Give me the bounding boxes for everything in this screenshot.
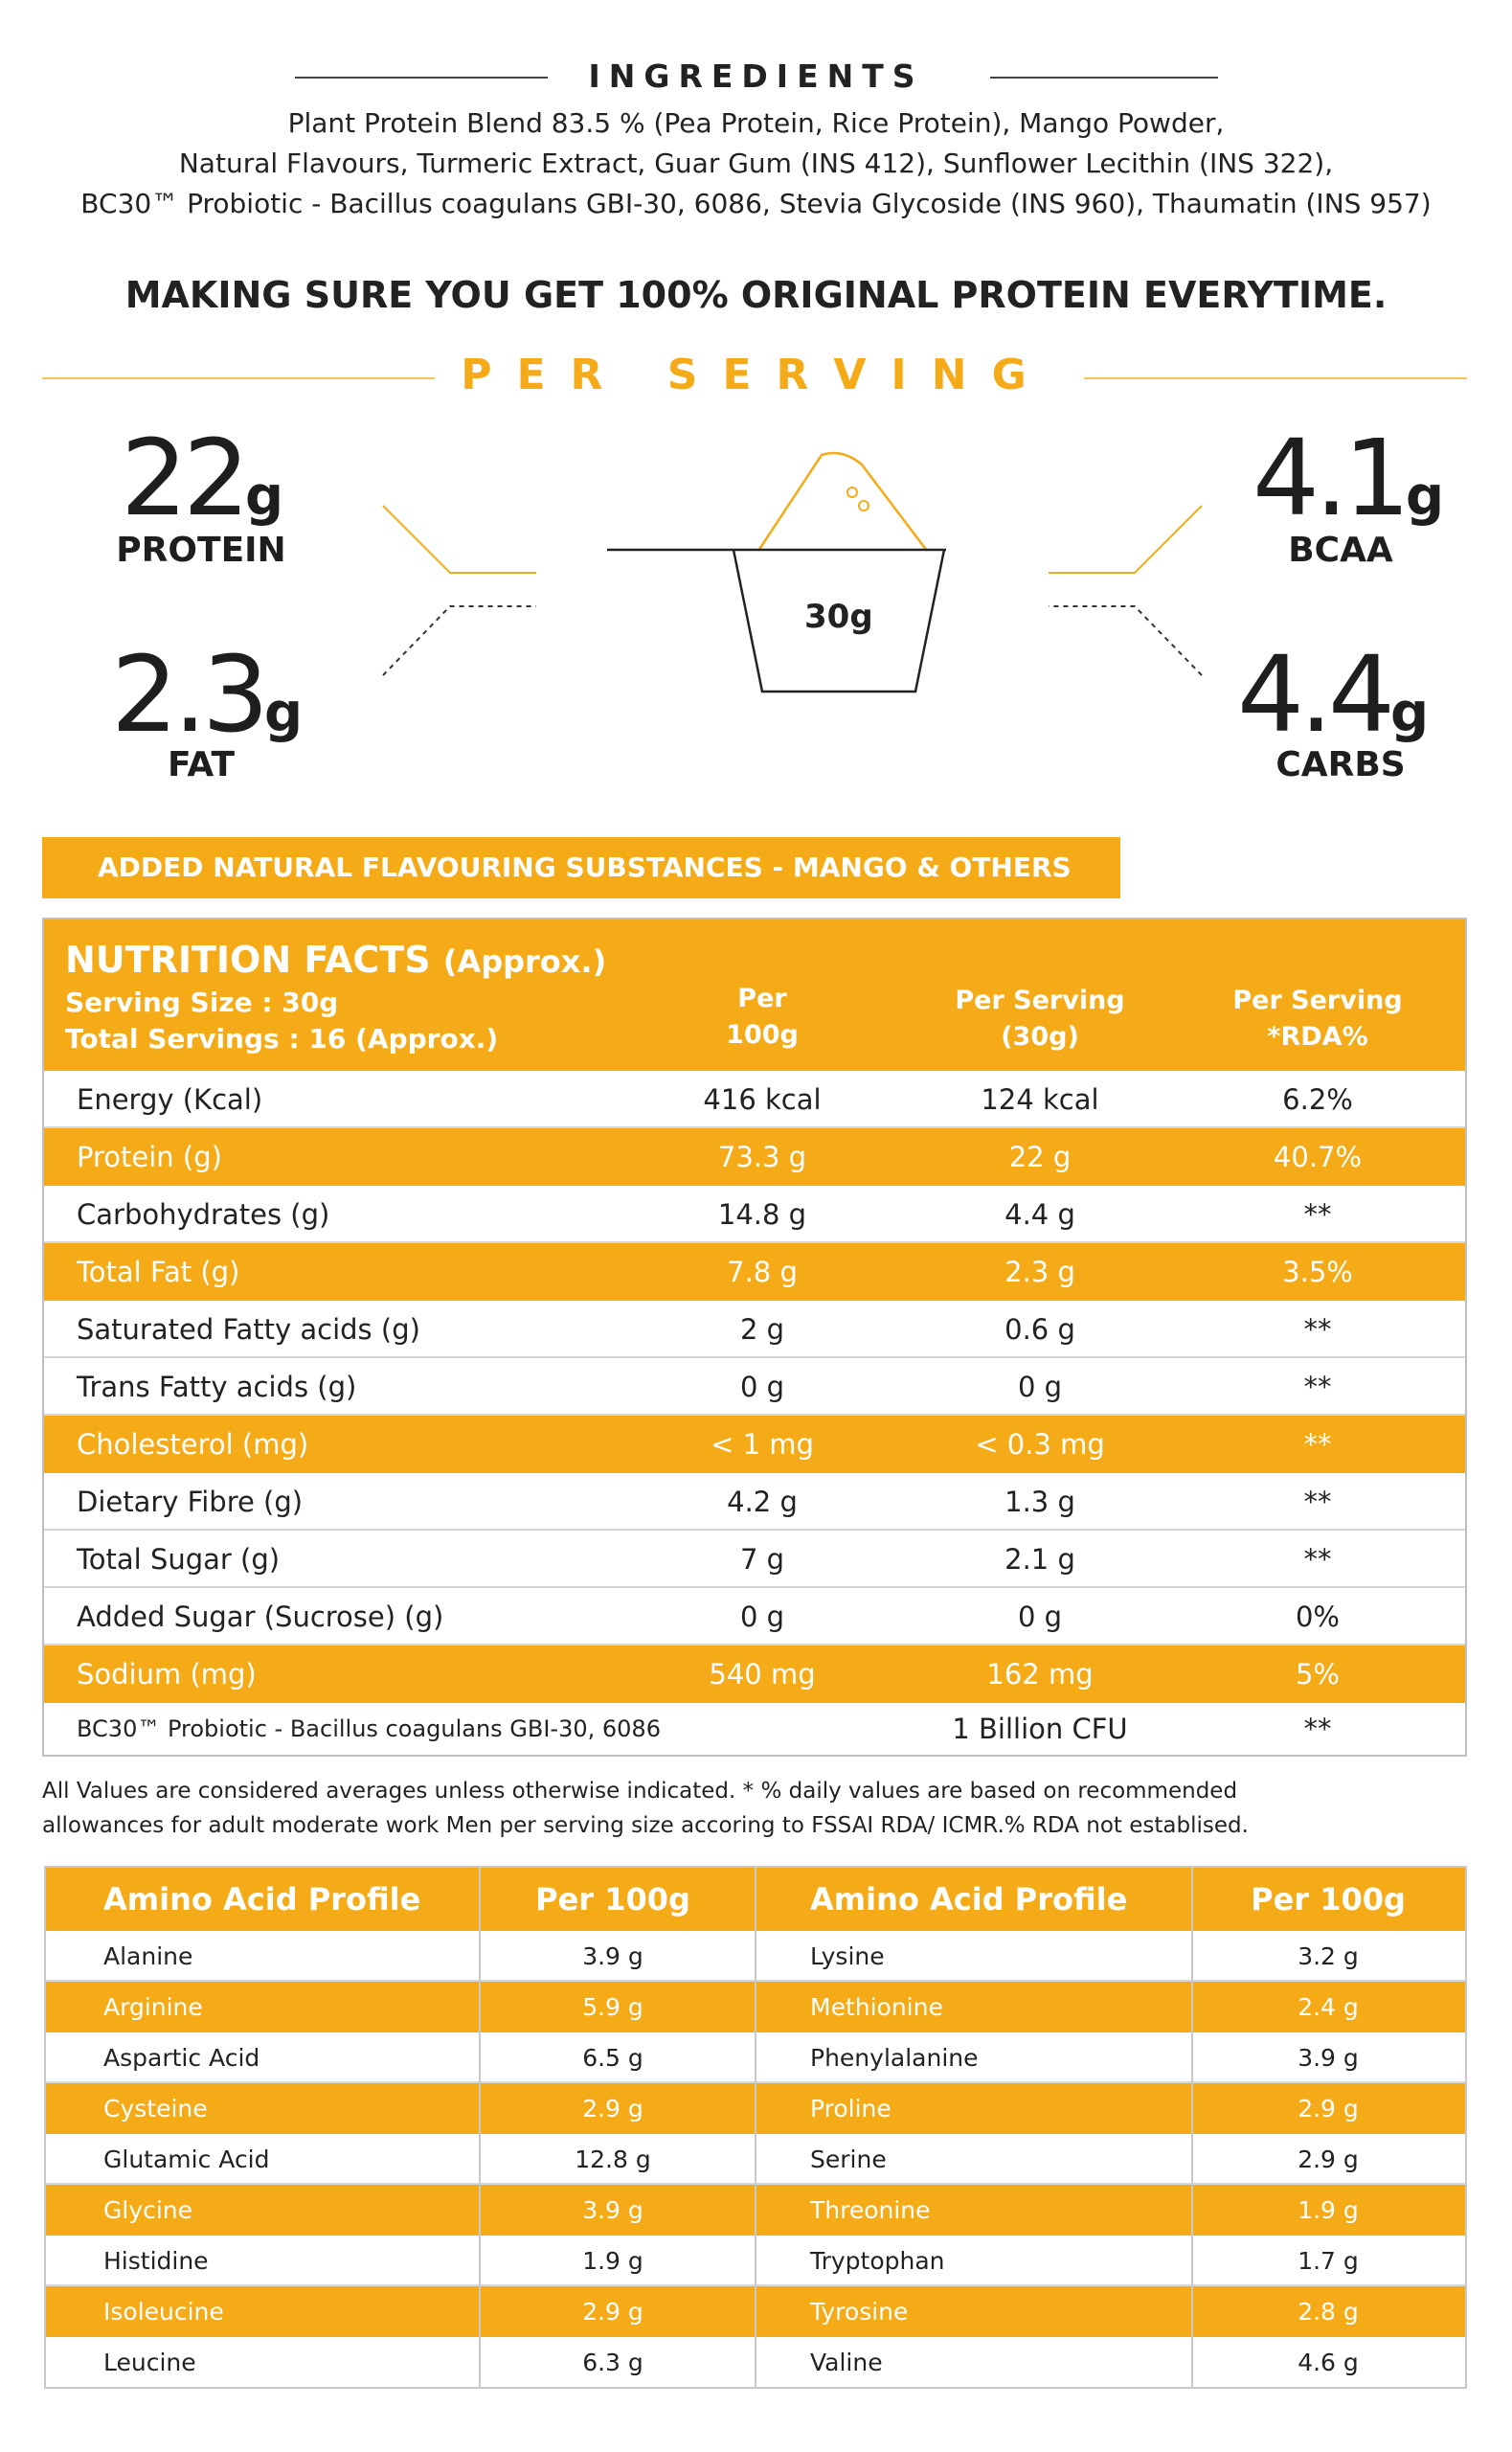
nutrition-row: Added Sugar (Sucrose) (g) 0 g 0 g 0%: [44, 1588, 1465, 1646]
ingredients-title: INGREDIENTS: [588, 57, 924, 95]
carbs-value: 4.4g: [1237, 633, 1430, 756]
nutrition-row: Trans Fatty acids (g) 0 g 0 g **: [44, 1358, 1465, 1416]
serving-size: Serving Size : 30g: [65, 987, 339, 1018]
nutrition-row: Total Sugar (g) 7 g 2.1 g **: [44, 1531, 1465, 1588]
ingredients-line: Natural Flavours, Turmeric Extract, Guar Gum (INS 412), Sunflower Lecithin (INS 322),: [178, 148, 1334, 179]
powder-dot: [847, 488, 857, 497]
col-per-serving-header: Per Serving (30g): [955, 986, 1125, 1052]
powder-dot: [859, 501, 869, 511]
fat-connector: [383, 606, 536, 675]
nutrition-row: Carbohydrates (g) 14.8 g 4.4 g **: [44, 1186, 1465, 1243]
nutrition-title: NUTRITION FACTS (Approx.): [65, 939, 607, 981]
amino-col-header: Per 100g: [535, 1881, 690, 1918]
scoop-amount: 30g: [804, 598, 873, 636]
nutrition-row: Total Fat (g) 7.8 g 2.3 g 3.5%: [44, 1243, 1465, 1301]
col-rda-header: Per Serving *RDA%: [1232, 986, 1403, 1052]
protein-connector: [383, 506, 536, 573]
nutrition-row: Dietary Fibre (g) 4.2 g 1.3 g **: [44, 1473, 1465, 1531]
amino-col-header: Amino Acid Profile: [103, 1881, 421, 1918]
fat-label: FAT: [167, 745, 236, 784]
amino-col-header: Amino Acid Profile: [810, 1881, 1128, 1918]
column-divider: [479, 1868, 481, 2387]
nutrition-row: Sodium (mg) 540 mg 162 mg 5%: [44, 1646, 1465, 1703]
flavouring-banner: ADDED NATURAL FLAVOURING SUBSTANCES - MANGO & OTHERS: [42, 837, 1120, 898]
total-servings: Total Servings : 16 (Approx.): [65, 1023, 499, 1055]
nutrition-row: Protein (g) 73.3 g 22 g 40.7%: [44, 1128, 1465, 1186]
amino-row: Cysteine 2.9 g Proline 2.9 g: [46, 2083, 1465, 2134]
carbs-connector: [1049, 606, 1202, 675]
amino-row: Arginine 5.9 g Methionine 2.4 g: [46, 1982, 1465, 2032]
ingredients-line: BC30™ Probiotic - Bacillus coagulans GBI-30, 6086, Stevia Glycoside (INS 960), Thaumatin (INS 957): [80, 188, 1432, 219]
per-serving-title: PER SERVING: [461, 351, 1051, 399]
nutrition-header: [44, 920, 1465, 1071]
nutrition-row: Energy (Kcal) 416 kcal 124 kcal 6.2%: [44, 1071, 1465, 1128]
amino-row: Glutamic Acid 12.8 g Serine 2.9 g: [46, 2134, 1465, 2185]
amino-row: Leucine 6.3 g Valine 4.6 g: [103, 2349, 1359, 2376]
amino-acid-table: [44, 1866, 1467, 2389]
bcaa-label: BCAA: [1288, 531, 1393, 570]
nutrition-row: Cholesterol (mg) < 1 mg < 0.3 mg **: [44, 1416, 1465, 1473]
ingredients-line: Plant Protein Blend 83.5 % (Pea Protein, Rice Protein), Mango Powder,: [287, 107, 1225, 139]
amino-row: Isoleucine 2.9 g Tyrosine 2.8 g: [46, 2286, 1465, 2337]
footnote: All Values are considered averages unless otherwise indicated. * % daily values are based on recommended allowances for adult moderate work Men per serving size accoring to FSSAI RDA/ ICMR.% RDA not establised.: [42, 1779, 1249, 1838]
protein-label: PROTEIN: [116, 531, 286, 570]
column-divider: [1191, 1868, 1193, 2387]
fat-value: 2.3g: [111, 633, 304, 756]
tagline: MAKING SURE YOU GET 100% ORIGINAL PROTEIN EVERYTIME.: [124, 274, 1388, 316]
bcaa-connector: [1049, 506, 1202, 573]
amino-row: Glycine 3.9 g Threonine 1.9 g: [46, 2185, 1465, 2236]
nutrition-row: Saturated Fatty acids (g) 2 g 0.6 g **: [44, 1301, 1465, 1358]
column-divider: [755, 1868, 756, 2387]
amino-col-header: Per 100g: [1251, 1881, 1406, 1918]
probiotic-row: BC30™ Probiotic - Bacillus coagulans GBI-30, 6086 1 Billion CFU **: [77, 1713, 1332, 1745]
scoop-powder: [758, 453, 927, 551]
protein-value: 22g: [121, 417, 284, 539]
amino-row: Aspartic Acid 6.5 g Phenylalanine 3.9 g: [46, 2032, 1465, 2083]
amino-row: Histidine 1.9 g Tryptophan 1.7 g: [46, 2236, 1465, 2286]
amino-row: Alanine 3.9 g Lysine 3.2 g: [46, 1931, 1465, 1982]
nutrition-facts-table: [42, 918, 1467, 1757]
bcaa-value: 4.1g: [1252, 417, 1445, 539]
col-per-100g-header: Per 100g: [726, 984, 799, 1050]
carbs-label: CARBS: [1275, 745, 1406, 784]
